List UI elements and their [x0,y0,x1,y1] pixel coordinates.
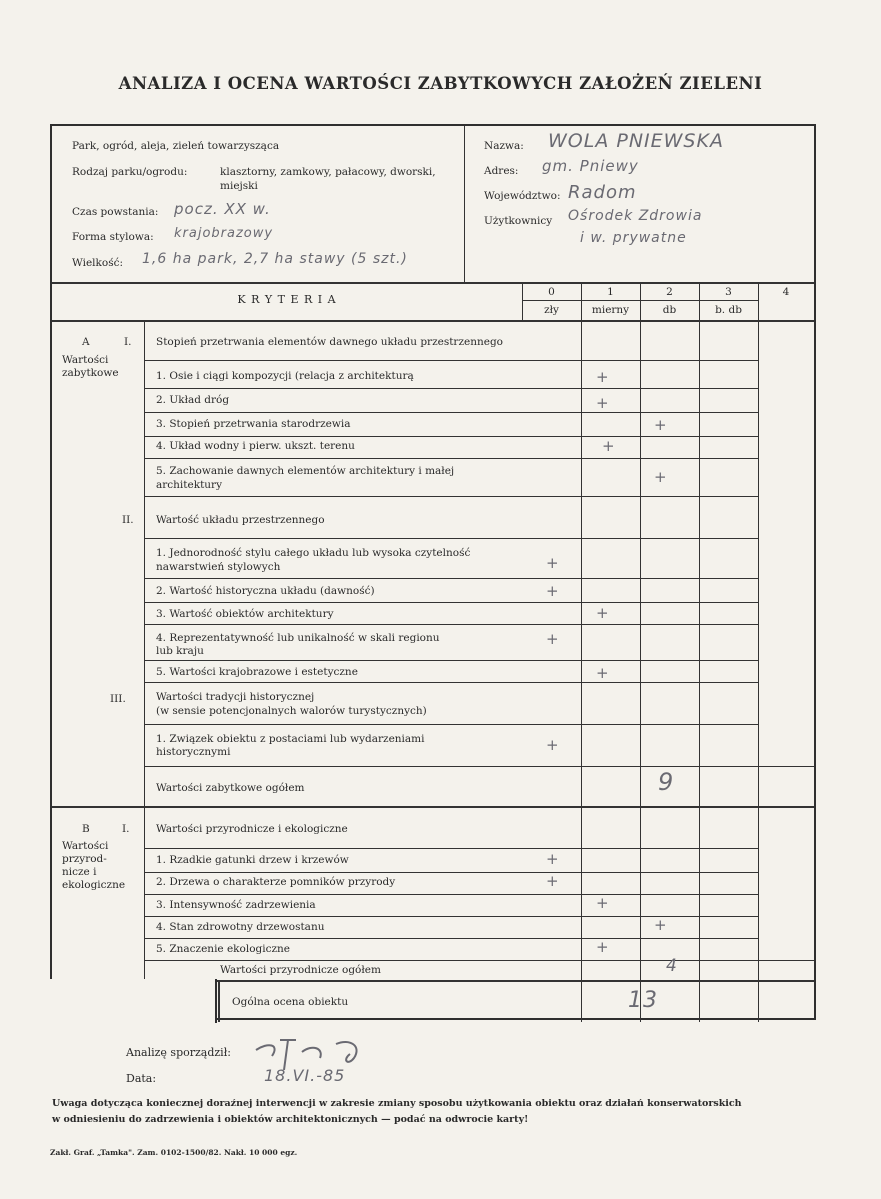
footer-note: Uwaga dotycząca koniecznej doraźnej interwencji w zakresie zmiany sposobu użytkowania obiektu oraz działań konserwatorskich [52,1098,742,1109]
b-item-2: 2. Drzewa o charakterze pomników przyrody [156,876,396,888]
score-2-num: 2 [666,286,673,298]
uzytkownicy-label: Użytkownicy [484,215,553,227]
group2-roman: II. [122,514,134,526]
mark-g1-3: + [654,416,667,434]
wielkosc-value: 1,6 ha park, 2,7 ha stawy (5 szt.) [142,251,408,267]
signature-label: Analizę sporządził: [126,1046,231,1059]
section-b-title: Wartości przyrodnicze i ekologiczne [156,823,348,835]
score-1-num: 1 [607,286,614,298]
g1-item-3: 3. Stopień przetrwania starodrzewia [156,418,351,430]
score-1-desc: mierny [591,304,630,316]
g2-item-4: 4. Reprezentatywność lub unikalność w skali regionu [156,632,440,644]
g2-item-3: 3. Wartość obiektów architektury [156,608,334,620]
mark-g2-4: + [546,630,559,648]
overall-value: 13 [628,988,658,1013]
section-a-total-label: Wartości zabytkowe ogółem [156,782,305,794]
g2-item-4b: lub kraju [156,645,204,657]
group1-title: Stopień przetrwania elementów dawnego układu przestrzennego [156,336,503,348]
adres-label: Adres: [484,165,519,177]
group3-roman: III. [110,693,126,705]
czas-label: Czas powstania: [72,206,159,218]
score-2-desc: db [662,304,677,316]
group3-title-2: (w sensie potencjonalnych walorów turystycznych) [156,705,427,717]
mark-b-3: + [596,894,609,912]
score-3-desc: b. db [715,304,742,316]
forma-value: krajobrazowy [174,226,274,241]
g2-item-5: 5. Wartości krajobrazowe i estetyczne [156,666,358,678]
mark-g1-1: + [596,368,609,386]
section-a-name-2: zabytkowe [62,367,119,379]
section-a-letter: A [82,336,90,348]
park-type-label: Park, ogród, aleja, zieleń towarzysząca [72,140,280,152]
overall-row-gap [50,979,217,1023]
g1-item-2: 2. Układ dróg [156,394,230,406]
b-item-5: 5. Znaczenie ekologiczne [156,943,291,955]
g2-item-1: 1. Jednorodność stylu całego układu lub wysoka czytelność [156,547,471,559]
mark-g1-4: + [602,437,615,455]
g1-item-5: 5. Zachowanie dawnych elementów architektury i małej [156,465,455,477]
mark-g3-1: + [546,736,559,754]
kryteria-label: K R Y T E R I A [237,293,337,306]
mark-g2-1: + [546,554,559,572]
mark-b-4: + [654,916,667,934]
g2-item-2: 2. Wartość historyczna układu (dawność) [156,585,375,597]
score-0-desc: zły [544,304,559,316]
uzytkownicy-value-2: i w. prywatne [580,230,687,246]
uzytkownicy-value: Ośrodek Zdrowia [568,208,703,224]
mark-g2-2: + [546,582,559,600]
rodzaj-label: Rodzaj parku/ogrodu: [72,166,188,178]
nazwa-value: WOLA PNIEWSKA [548,130,724,152]
section-b-total-label: Wartości przyrodnicze ogółem [220,964,381,976]
score-0-num: 0 [548,286,555,298]
section-b-total-value: 4 [666,956,678,976]
section-a-total-value: 9 [658,768,675,796]
mark-g1-5: + [654,468,667,486]
section-b-name-2: przyrod- [62,853,107,865]
g3-item-1b: historycznymi [156,746,231,758]
section-b-name: Wartości [62,840,109,852]
czas-value: pocz. XX w. [174,200,271,218]
mark-b-2: + [546,872,559,890]
section-b-name-3: nicze i [62,866,97,878]
wojewodztwo-value: Radom [568,182,637,203]
b-item-4: 4. Stan zdrowotny drzewostanu [156,921,325,933]
mark-g2-5: + [596,664,609,682]
forma-label: Forma stylowa: [72,231,154,243]
b-item-1: 1. Rzadkie gatunki drzew i krzewów [156,854,349,866]
date-value: 18.VI.-85 [264,1066,346,1085]
nazwa-label: Nazwa: [484,140,524,152]
group3-title: Wartości tradycji historycznej [156,691,315,703]
rodzaj-options: klasztorny, zamkowy, pałacowy, dworski, [220,166,436,178]
section-a-roman: I. [124,336,132,348]
mark-b-5: + [596,938,609,956]
section-b-roman: I. [122,823,130,835]
b-item-3: 3. Intensywność zadrzewienia [156,899,316,911]
date-label: Data: [126,1072,157,1085]
mark-g1-2: + [596,394,609,412]
section-b-letter: B [82,823,90,835]
g3-item-1: 1. Związek obiektu z postaciami lub wydarzeniami [156,733,425,745]
mark-b-1: + [546,850,559,868]
group2-title: Wartość układu przestrzennego [156,514,325,526]
score-4-num: 4 [782,286,790,298]
wojewodztwo-label: Województwo: [484,190,561,202]
evaluation-form [50,124,816,1020]
overall-label: Ogólna ocena obiektu [232,996,349,1008]
g2-item-1b: nawarstwień stylowych [156,561,281,573]
g1-item-5b: architektury [156,479,223,491]
page-title: ANALIZA I OCENA WARTOŚCI ZABYTKOWYCH ZAŁOŻEŃ ZIELENI [118,74,763,93]
score-3-num: 3 [725,286,732,298]
mark-g2-3: + [596,604,609,622]
g1-item-1: 1. Osie i ciągi kompozycji (relacja z architekturą [156,370,414,382]
section-a-name: Wartości [62,354,109,366]
adres-value: gm. Pniewy [542,157,639,175]
printer-imprint: Zakł. Graf. „Tamka". Zam. 0102-1500/82. Nakł. 10 000 egz. [50,1148,298,1157]
g1-item-4: 4. Układ wodny i pierw. ukszt. terenu [156,440,355,452]
rodzaj-options-2: miejski [220,180,258,192]
section-b-name-4: ekologiczne [62,879,126,891]
wielkosc-label: Wielkość: [72,257,124,269]
footer-note-2: w odniesieniu do zadrzewienia i obiektów architektonicznych — podać na odwrocie karty! [52,1114,529,1125]
